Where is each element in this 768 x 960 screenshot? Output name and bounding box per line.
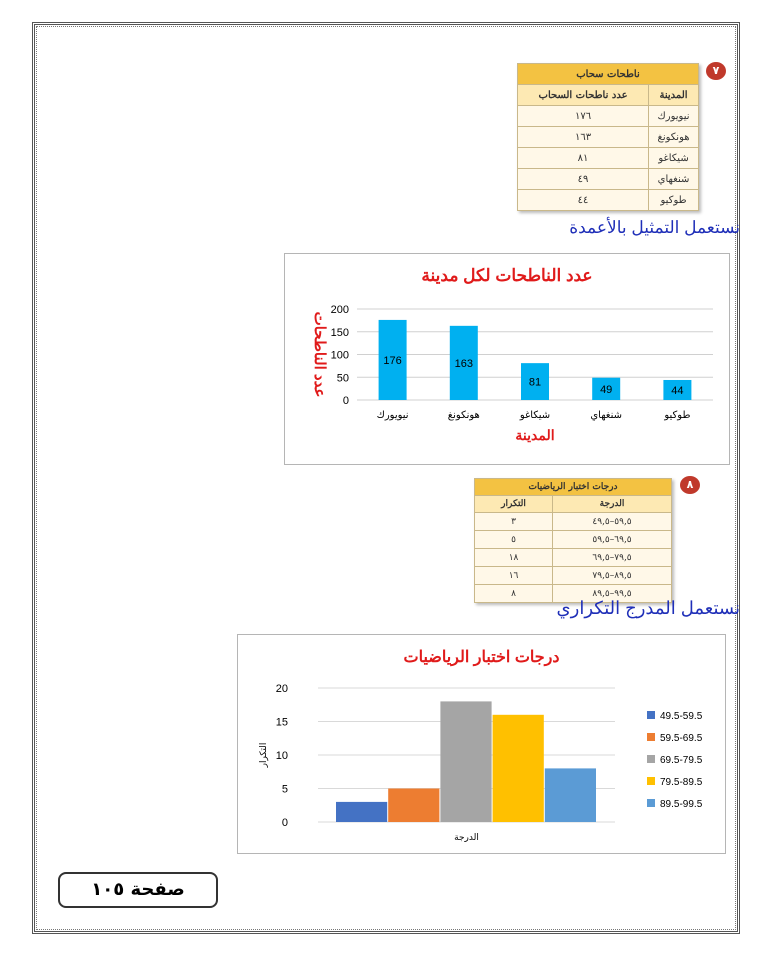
table-row: ١٧٦ نيويورك xyxy=(518,106,699,127)
table-row: ١٦٣ هونكونغ xyxy=(518,127,699,148)
data-label: 49 xyxy=(600,383,613,396)
legend-swatch xyxy=(647,711,655,719)
section-heading-histogram: نستعمل المدرج التكراري xyxy=(556,598,740,618)
histogram-bar xyxy=(440,701,491,822)
y-tick-label: 20 xyxy=(275,683,288,695)
y-tick-label: 0 xyxy=(281,817,288,829)
y-axis-label: عدد الناطحات xyxy=(311,311,328,398)
table-row: ٣ ٥٩,٥–٤٩,٥ xyxy=(475,513,672,531)
y-tick-label: 5 xyxy=(281,783,288,796)
legend-entry: 69.5-79.5 xyxy=(660,755,703,766)
col-header-count: عدد ناطحات السحاب xyxy=(518,85,649,106)
x-axis-label: الدرجة xyxy=(454,833,479,843)
table-row: ٤٤ طوكيو xyxy=(518,190,699,211)
y-tick-label: 200 xyxy=(330,304,349,316)
col-header-freq: التكرار xyxy=(475,496,553,513)
col-header-city: المدينة xyxy=(649,85,699,106)
data-label: 81 xyxy=(528,376,542,389)
city-bar-chart-box xyxy=(284,253,730,465)
col-header-grade: الدرجة xyxy=(553,496,672,513)
table-row: ١٦ ٨٩,٥–٧٩,٥ xyxy=(475,567,672,585)
table-title: ناطحات سحاب xyxy=(518,64,699,85)
x-tick-label: هونكونغ xyxy=(447,410,480,421)
legend-swatch xyxy=(647,755,655,763)
legend-entry: 59.5-69.5 xyxy=(660,733,703,744)
y-tick-label: 150 xyxy=(330,326,349,339)
x-tick-label: شنغهاي xyxy=(590,410,623,421)
problem-number-badge: ٨ xyxy=(680,476,700,494)
section-heading-bar-chart: نستعمل التمثيل بالأعمدة xyxy=(569,218,740,237)
page-number-label: صفحة ١٠٥ xyxy=(58,872,218,908)
y-tick-label: 50 xyxy=(336,372,349,385)
histogram-bar xyxy=(336,802,387,822)
y-axis-label: التكرار xyxy=(259,742,269,768)
x-tick-label: نيويورك xyxy=(376,410,409,421)
y-tick-label: 15 xyxy=(275,716,288,729)
table-row: ١٨ ٧٩,٥–٦٩,٥ xyxy=(475,549,672,567)
table-row: ٨ ٩٩,٥–٨٩,٥ xyxy=(475,585,672,603)
histogram-bar xyxy=(493,715,544,822)
chart-title: عدد الناطحات لكل مدينة xyxy=(421,266,593,285)
y-tick-label: 100 xyxy=(330,349,349,362)
table-title: درجات اختبار الرياضيات xyxy=(475,479,672,496)
legend-swatch xyxy=(647,777,655,785)
problem-number-badge: ٧ xyxy=(706,62,726,80)
table-row: ٨١ شيكاغو xyxy=(518,148,699,169)
legend-entry: 79.5-89.5 xyxy=(660,777,703,788)
math-histogram-box xyxy=(237,634,726,854)
legend-entry: 49.5-59.5 xyxy=(660,711,703,722)
y-tick-label: 0 xyxy=(342,395,349,407)
math-grades-table xyxy=(474,478,672,603)
legend-entry: 89.5-99.5 xyxy=(660,799,703,810)
data-label: 163 xyxy=(454,357,473,370)
data-label: 176 xyxy=(383,354,402,367)
skyscraper-table xyxy=(517,63,699,211)
histogram-bar xyxy=(545,768,596,822)
legend-swatch xyxy=(647,733,655,741)
table-row: ٥ ٦٩,٥–٥٩,٥ xyxy=(475,531,672,549)
x-tick-label: طوكيو xyxy=(664,410,691,421)
math-histogram xyxy=(238,635,725,853)
legend-swatch xyxy=(647,799,655,807)
y-tick-label: 10 xyxy=(275,750,288,762)
data-label: 44 xyxy=(671,384,684,397)
histogram-bar xyxy=(388,789,439,823)
x-tick-label: شيكاغو xyxy=(519,410,551,421)
x-axis-label: المدينة xyxy=(515,427,555,443)
table-row: ٤٩ شنغهاي xyxy=(518,169,699,190)
chart-title: درجات اختبار الرياضيات xyxy=(403,649,560,666)
city-bar-chart xyxy=(285,254,729,464)
